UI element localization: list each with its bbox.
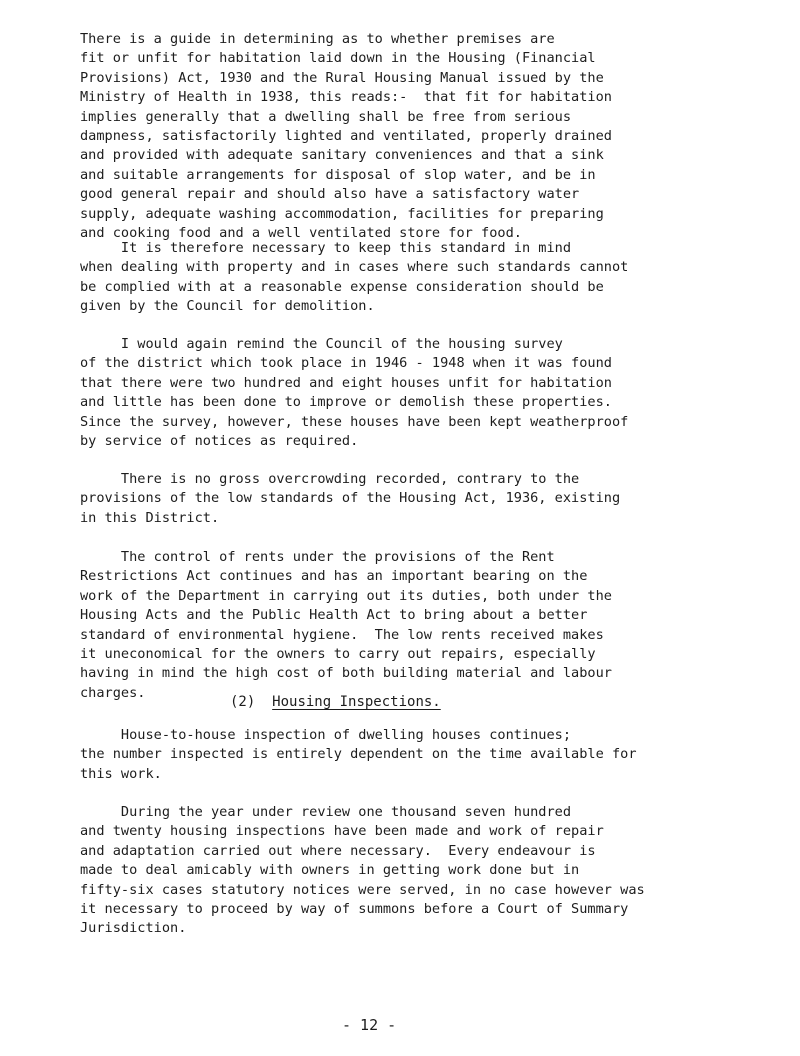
paragraph-rent-control: The control of rents under the provisions of the Rent Restrictions Act continues and has an important bearing on the work of the Department in carrying out its duties, both under the Housing Acts and the Public Health Act to bring about a better standard of environmental hygiene. The low rents received makes it uneconomical for the owners to carry out repairs, especially having in mind the high cost of both building material and labour charges. bbox=[80, 549, 612, 701]
section-number: (2) bbox=[230, 694, 256, 710]
paragraph-standard-demolition: It is therefore necessary to keep this standard in mind when dealing with property and in cases where such standards cannot be complied with at a reasonable expense consideration should be given by the Council for demolition. bbox=[80, 240, 629, 315]
paragraph-year-review: During the year under review one thousand seven hundred and twenty housing inspections have been made and work of repair and adaptation carried out where necessary. Every endeavour is made to deal amicably with owners in getting work done but in fifty-six cases statutory notices were served, in no case however was it necessary to proceed by way of summons before a Court of Summary Jurisdiction. bbox=[80, 804, 645, 937]
paragraph-fitness-guide: There is a guide in determining as to whether premises are fit or unfit for habitation laid down in the Housing (Financial Provisions) Act, 1930 and the Rural Housing Manual issued by the Ministry of Health in 1938, this reads:- that fit for habitation implies generally that a dwelling shall be free from serious dampness, satisfactorily lighted and ventilated, properly drained and provided with adequate sanitary conveniences and that a sink and suitable arrangements for disposal of slop water, and be in good general repair and should also have a satisfactory water supply, adequate washing accommodation, facilities for preparing and cooking food and a well ventilated store for food. bbox=[80, 31, 612, 242]
page-number: - 12 - bbox=[342, 1016, 397, 1034]
paragraph-overcrowding: There is no gross overcrowding recorded, contrary to the provisions of the low standards of the Housing Act, 1936, existing in this District. bbox=[80, 471, 621, 526]
paragraph-house-inspection: House-to-house inspection of dwelling houses continues; the number inspected is entirely dependent on the time available for this work. bbox=[80, 727, 637, 782]
section-title: Housing Inspections. bbox=[272, 694, 441, 710]
paragraph-housing-survey: I would again remind the Council of the housing survey of the district which took place in 1946 - 1948 when it was found that there were two hundred and eight houses unfit for habitation and little has been done to improve or demolish these properties. Since the survey, however, these houses have been kept weatherproof by service of notices as required. bbox=[80, 336, 629, 450]
section-heading bbox=[230, 692, 441, 712]
